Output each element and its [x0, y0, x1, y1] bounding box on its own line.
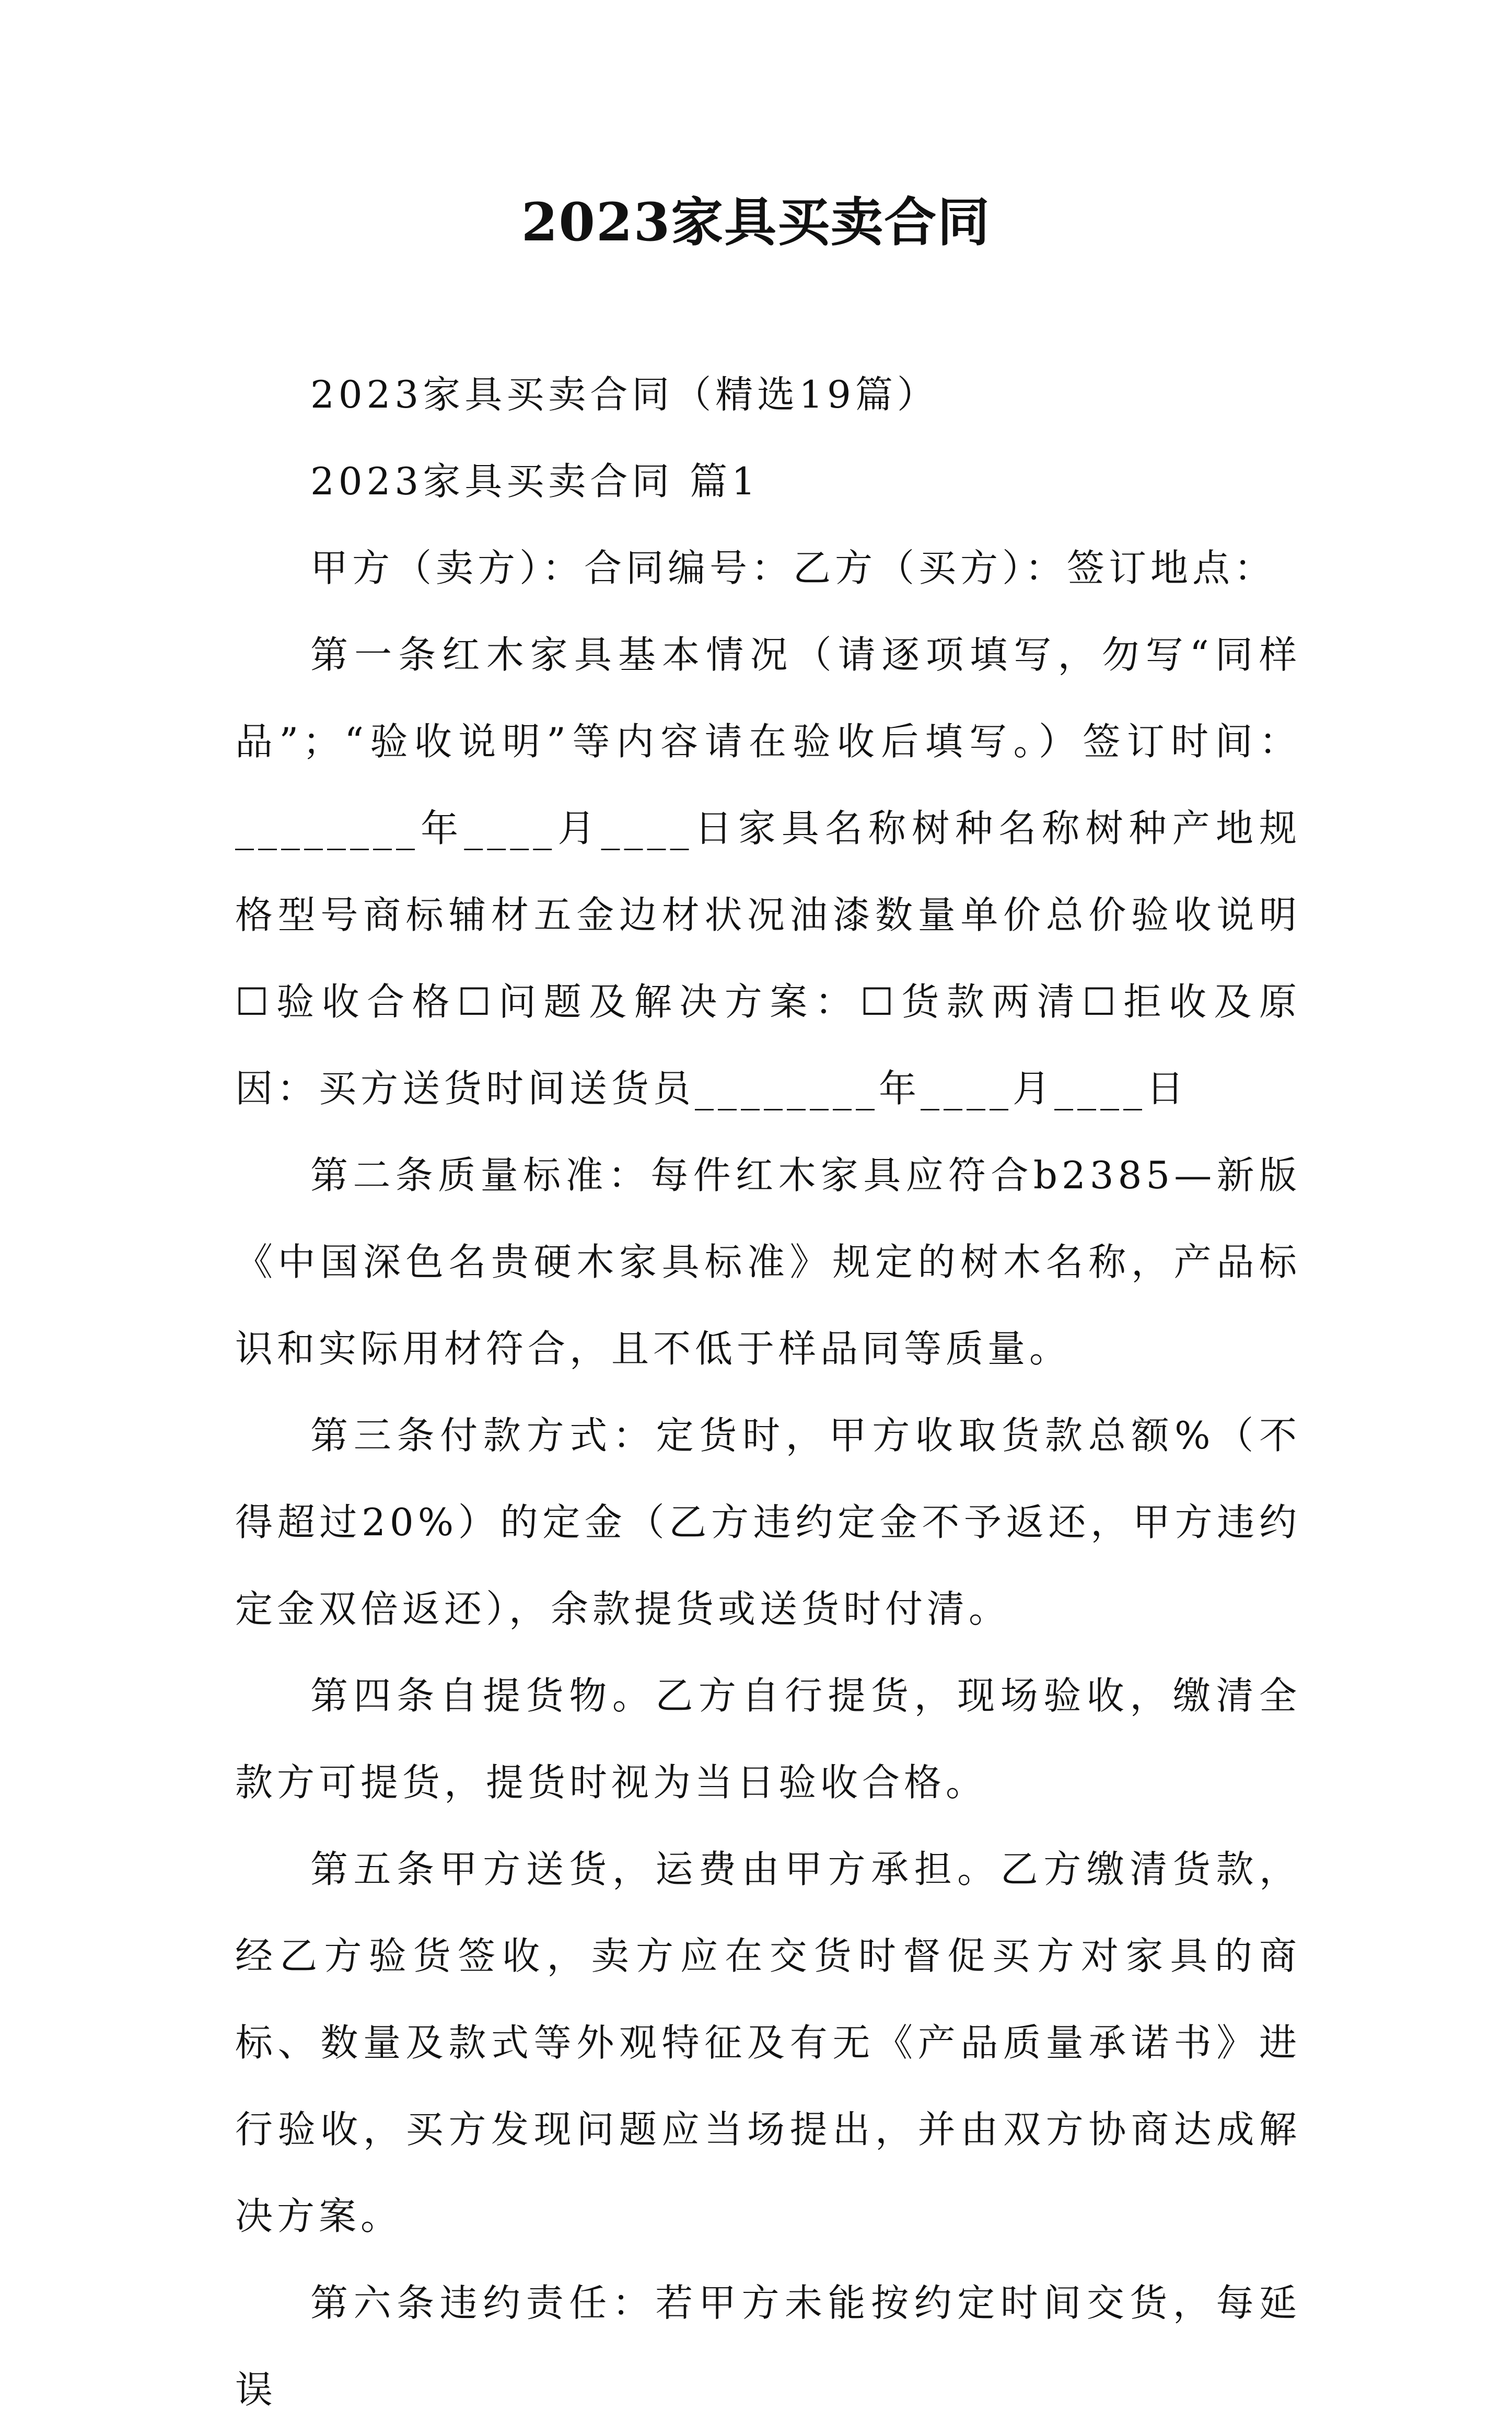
paragraph-article-2: 第二条质量标准：每件红木家具应符合b2385—新版《中国深色名贵硬木家具标准》规定的树木名称，产品标识和实际用材符合，且不低于样品同等质量。	[235, 1153, 1301, 1371]
paragraph-parties: 甲方（卖方）：合同编号：乙方（买方）：签订地点：	[310, 546, 1276, 590]
paragraph-article-5: 第五条甲方送货，运费由甲方承担。乙方缴清货款，经乙方验货签收，卖方应在交货时督促买方对家具的商标、数量及款式等外观特征及有无《产品质量承诺书》进行验收，买方发现问题应当场提出，并由双方协商达成解决方案。	[235, 1847, 1301, 2238]
paragraph-article-1: 第一条红木家具基本情况（请逐项填写，勿写“同样品”；“验收说明”等内容请在验收后填写。）签订时间：________年____月____日家具名称树种名称树种产地规格型号商标辅材五金边材状况油漆数量单价总价验收说明☐验收合格☐问题及解决方案：☐货款两清☐拒收及原因：买方送货时间送货员________年____月____日	[235, 633, 1301, 1110]
paragraph-subtitle: 2023家具买卖合同（精选19篇）	[310, 373, 939, 416]
paragraph-section-heading: 2023家具买卖合同 篇1	[310, 459, 760, 503]
paragraph-article-3: 第三条付款方式：定货时，甲方收取货款总额%（不得超过20%）的定金（乙方违约定金不予返还，甲方违约定金双倍返还），余款提货或送货时付清。	[235, 1414, 1301, 1631]
paragraph-article-6: 第六条违约责任：若甲方未能按约定时间交货，每延误	[235, 2281, 1301, 2412]
document-body	[235, 351, 1301, 2433]
paragraph-article-4: 第四条自提货物。乙方自行提货，现场验收，缴清全款方可提货，提货时视为当日验收合格。	[235, 1674, 1301, 1804]
document-title: 2023家具买卖合同	[521, 191, 991, 253]
